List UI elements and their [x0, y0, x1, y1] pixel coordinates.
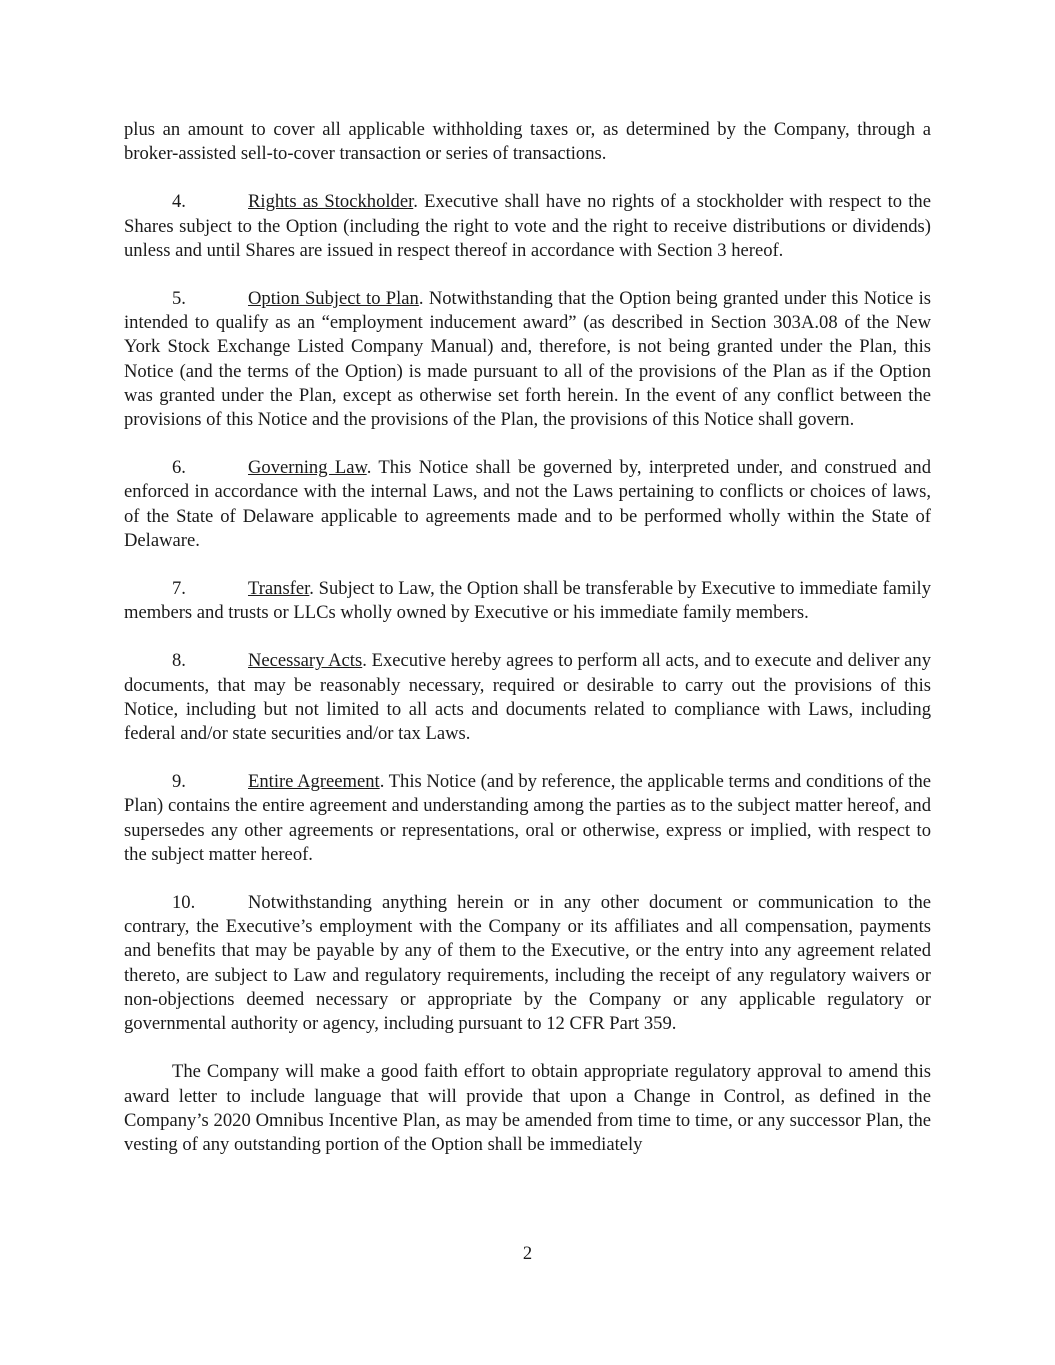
- section-number: 10.: [172, 892, 196, 914]
- section-text: . Executive hereby agrees to perform all acts, and to execute and deliver any documents, that may be reasonably necessary, required or desirable to carry out the provisions of this Notice, including but not limited to all acts and documents related to compliance with Laws, including federal and/or state securities and/or tax Laws.: [124, 650, 931, 745]
- section-9: [124, 770, 931, 867]
- section-heading: Governing Law: [248, 457, 367, 479]
- section-text: Notwithstanding anything herein or in any other document or communication to the contrary, the Executive’s employment with the Company or its affiliates and all compensation, payments and benefits that may be payable by any of them to the Executive, or the entry into any agreement related thereto, are subject to Law and regulatory requirements, including the receipt of any regulatory waivers or non-objections deemed necessary or appropriate by the Company or any applicable regulatory or governmental authority or agency, including pursuant to 12 CFR Part 359.: [124, 892, 931, 1035]
- section-text: . Executive shall have no rights of a stockholder with respect to the Shares subject to the Option (including the right to vote and the right to receive distributions or dividends) unless and until Shares are issued in respect thereof in accordance with Section 3 hereof.: [124, 191, 931, 261]
- section-10: [124, 891, 931, 1036]
- section-heading: Entire Agreement: [248, 771, 380, 793]
- page-number: 2: [522, 1243, 533, 1264]
- section-text: . This Notice shall be governed by, interpreted under, and construed and enforced in accordance with the internal Laws, and not the Laws pertaining to conflicts or choices of laws, of the State of Delaware applicable to agreements made and to be performed wholly within the State of Delaware.: [124, 457, 931, 551]
- section-heading: Necessary Acts: [248, 650, 363, 672]
- closing-paragraph: The Company will make a good faith effort to obtain appropriate regulatory approval to amend this award letter to include language that will provide that upon a Change in Control, as defined in the Company’s 2020 Omnibus Incentive Plan, as may be amended from time to time, or any successor Plan, the vesting of any outstanding portion of the Option shall be immediately: [124, 1061, 931, 1155]
- document-page: [124, 118, 931, 1181]
- section-number: 5.: [172, 288, 186, 310]
- section-text: . Subject to Law, the Option shall be transferable by Executive to immediate family members and trusts or LLCs wholly owned by Executive or his immediate family members.: [124, 578, 931, 624]
- continuation-paragraph: plus an amount to cover all applicable withholding taxes or, as determined by the Company, through a broker-assisted sell-to-cover transaction or series of transactions.: [124, 119, 931, 165]
- section-5: [124, 287, 931, 432]
- section-number: 4.: [172, 191, 186, 213]
- section-number: 6.: [172, 457, 186, 479]
- section-number: 8.: [172, 650, 186, 672]
- section-heading: Option Subject to Plan: [248, 288, 419, 310]
- section-8: [124, 649, 931, 746]
- section-heading: Transfer: [248, 578, 310, 600]
- section-text: . This Notice (and by reference, the applicable terms and conditions of the Plan) contains the entire agreement and understanding among the parties as to the subject matter hereof, and supersedes any other agreements or representations, oral or otherwise, express or implied, with respect to the subject matter hereof.: [124, 771, 932, 865]
- section-6: [124, 456, 931, 553]
- section-heading: Rights as Stockholder: [248, 191, 414, 213]
- section-number: 9.: [172, 771, 186, 793]
- section-4: [124, 190, 931, 263]
- section-number: 7.: [172, 578, 186, 600]
- section-text: . Notwithstanding that the Option being granted under this Notice is intended to qualify as an “employment inducement award” (as described in Section 303A.08 of the New York Stock Exchange Listed Company Manual) and, therefore, is not being granted under the Plan, this Notice (and the terms of the Option) is made pursuant to all of the provisions of the Plan as if the Option was granted under the Plan, except as otherwise set forth herein. In the event of any conflict between the provisions of this Notice and the provisions of the Plan, the provisions of this Notice shall govern.: [124, 288, 931, 431]
- section-7: [124, 577, 931, 625]
